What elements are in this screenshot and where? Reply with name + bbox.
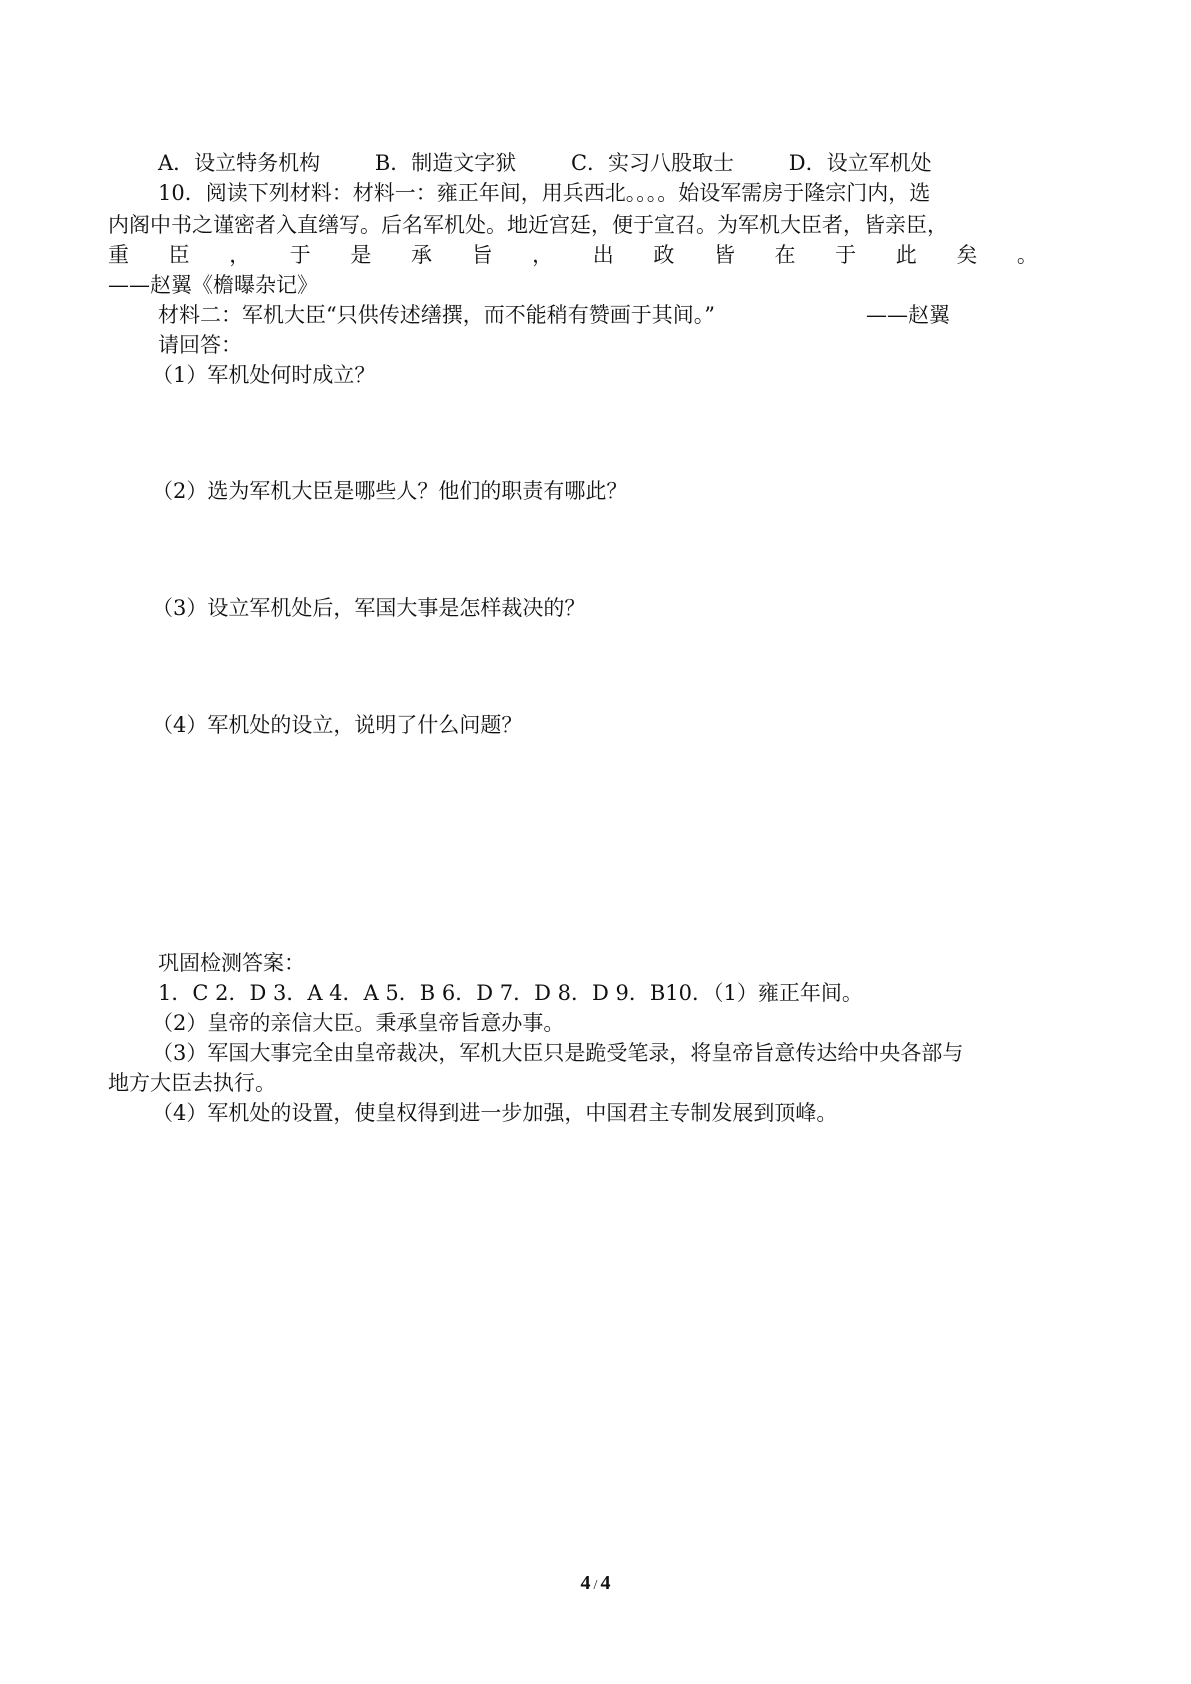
q10-line-3-char: 于: [289, 243, 311, 267]
q10-line-3-char: 重: [108, 243, 129, 267]
q10-sub-question-3: （3）设立军机处后，军国大事是怎样裁决的？: [152, 596, 586, 620]
answers-line-4: 地方大臣去执行。: [108, 1071, 276, 1095]
q10-line-4-source: ——赵翼《檐曝杂记》: [108, 273, 318, 297]
q10-line-3-char: 在: [774, 243, 796, 267]
page-current: 4: [580, 1572, 591, 1594]
q10-line-3-char: ，: [532, 243, 554, 267]
q10-material-2: 材料二：军机大臣“只供传述缮撰，而不能稍有赞画于其间。”: [158, 303, 715, 327]
q9-options: [158, 150, 932, 176]
q10-line-3-char: 臣: [168, 243, 190, 267]
option-b: B．制造文字狱: [374, 151, 517, 175]
q10-prompt: 请回答：: [158, 333, 242, 357]
page-number: [0, 1572, 1191, 1595]
q10-line-3-char: 于: [835, 243, 857, 267]
q10-line-3-char: 出: [592, 243, 614, 267]
answers-heading: 巩固检测答案：: [158, 951, 305, 975]
answers-line-3: （3）军国大事完全由皇帝裁决，军机大臣只是跪受笔录，将皇帝旨意传达给中央各部与: [152, 1041, 964, 1065]
page-total: 4: [600, 1572, 611, 1594]
q10-sub-question-2: （2）选为军机大臣是哪些人？他们的职责有哪此？: [152, 479, 628, 503]
answers-line-5: （4）军机处的设置，使皇权得到进一步加强，中国君主专制发展到顶峰。: [152, 1101, 838, 1125]
q10-sub-question-4: （4）军机处的设立，说明了什么问题？: [152, 713, 523, 737]
q10-line-3-char: 政: [653, 243, 675, 267]
q10-line-3-char: 是: [350, 243, 372, 267]
q10-line-3-char: 皆: [713, 243, 735, 267]
q10-sub-question-1: （1）军机处何时成立？: [152, 363, 376, 387]
q10-line-3-char: ，: [229, 243, 251, 267]
q10-material-2-source: ——赵翼: [866, 303, 950, 327]
option-a: A．设立特务机构: [158, 151, 321, 175]
q10-line-2: 内阁中书之谨密者入直缮写。后名军机处。地近宫廷，便于宣召。为军机大臣者，皆亲臣，: [108, 213, 948, 237]
q10-line-3: [108, 242, 1038, 268]
option-d: D．设立军机处: [788, 151, 932, 175]
answers-line-1: 1．C 2．D 3．A 4．A 5．B 6．D 7．D 8．D 9．B10．（1）雍正年间。: [158, 981, 863, 1005]
q10-line-1: 10．阅读下列材料：材料一：雍正年间，用兵西北。。。。始设军需房于隆宗门内，选: [158, 181, 931, 205]
q10-line-3-char: 矣: [956, 243, 978, 267]
q10-line-3-char: 承: [410, 243, 432, 267]
page-separator: /: [593, 1578, 598, 1593]
q10-line-3-char: 。: [1016, 243, 1038, 267]
answers-line-2: （2）皇帝的亲信大臣。秉承皇帝旨意办事。: [152, 1011, 565, 1035]
q10-line-3-char: 旨: [471, 243, 493, 267]
option-c: C．实习八股取士: [570, 151, 735, 175]
q10-line-3-char: 此: [895, 243, 917, 267]
